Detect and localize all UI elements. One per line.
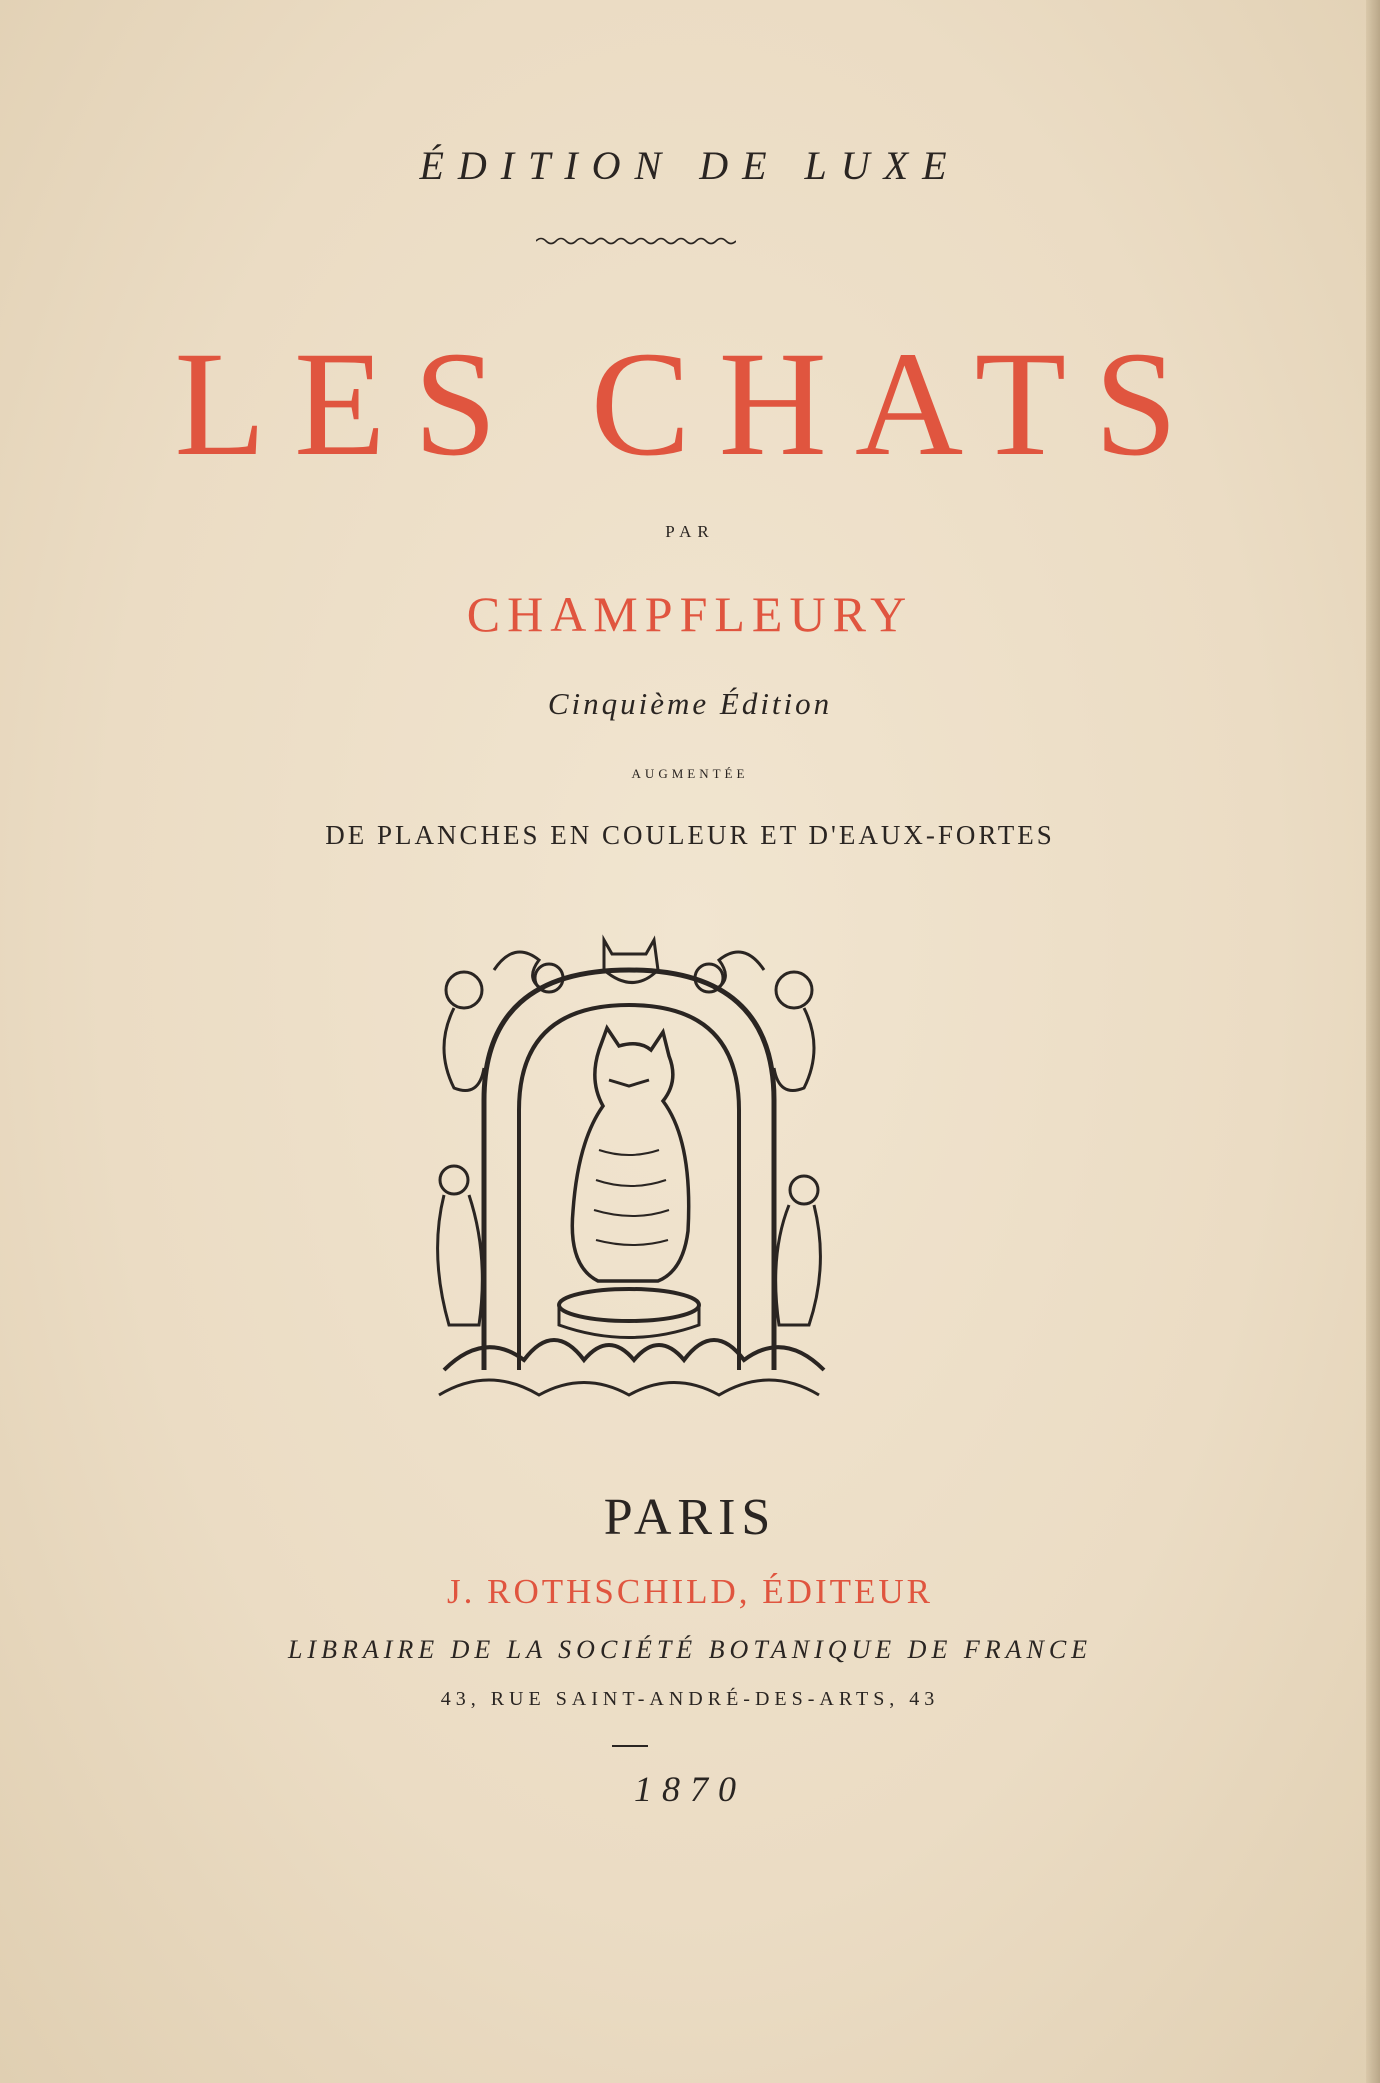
imprint-year: 1870 [634, 1769, 746, 1809]
divider-rule [612, 1745, 648, 1747]
imprint-libraire: LIBRAIRE DE LA SOCIÉTÉ BOTANIQUE DE FRANCE [287, 1635, 1093, 1664]
ornamental-squiggle [536, 234, 736, 248]
cat-engraving-vignette-icon [424, 930, 834, 1405]
imprint-city: PARIS [603, 1489, 777, 1546]
augmentee-label: AUGMENTÉE [631, 766, 749, 781]
author-name: CHAMPFLEURY [466, 586, 914, 642]
imprint-publisher: J. ROTHSCHILD, ÉDITEUR [447, 1572, 933, 1611]
edition-de-luxe: ÉDITION DE LUXE [419, 143, 961, 188]
edition-contents: DE PLANCHES EN COULEUR ET D'EAUX-FORTES [325, 820, 1055, 850]
imprint-address: 43, RUE SAINT-ANDRÉ-DES-ARTS, 43 [440, 1688, 940, 1710]
edition-number: Cinquième Édition [547, 686, 833, 721]
par-label: PAR [665, 522, 715, 541]
book-title: LES CHATS [174, 321, 1206, 487]
